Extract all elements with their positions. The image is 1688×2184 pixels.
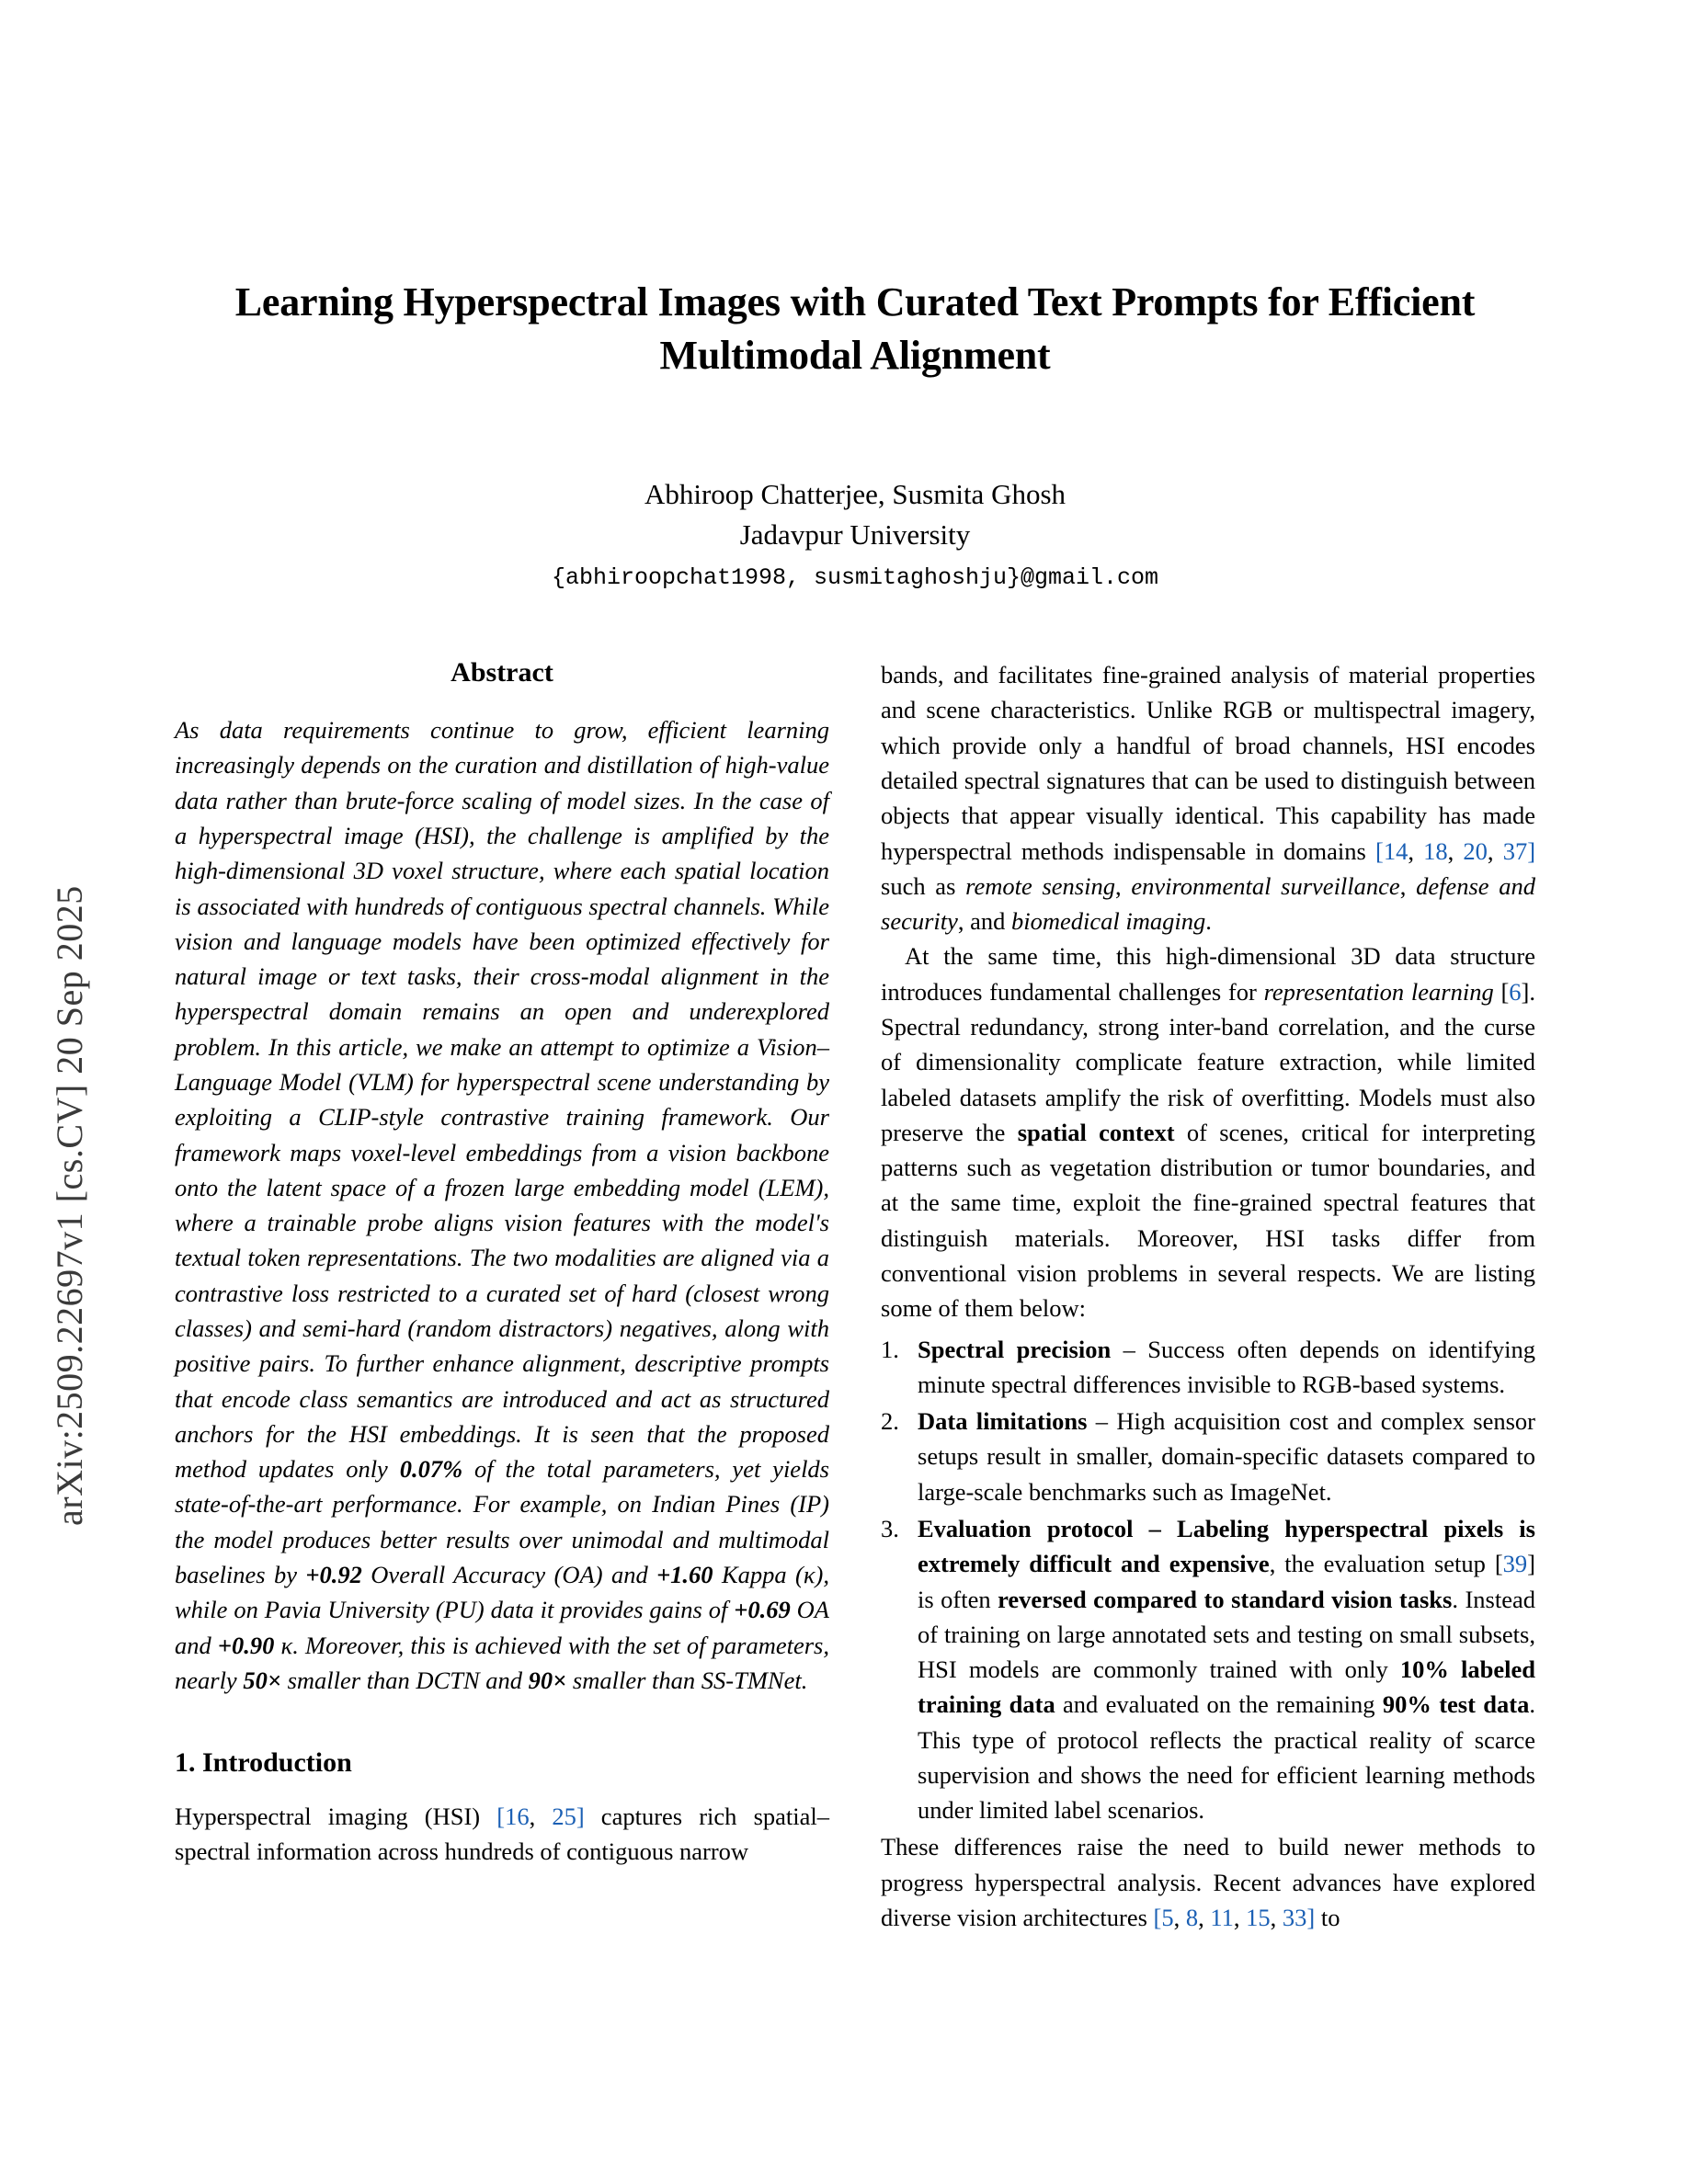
abstract-run-10: κ. Moreover, this is achieved with the set of parameters, nearly bbox=[175, 1631, 829, 1694]
abstract-run-4: Overall Accuracy (OA) and bbox=[361, 1560, 657, 1588]
citation-6-wrap: [6] bbox=[1500, 977, 1530, 1006]
author-list: Abhiroop Chatterjee, Susmita Ghosh bbox=[644, 478, 1066, 511]
abstract-heading: Abstract bbox=[451, 657, 553, 688]
citation-11[interactable]: 11 bbox=[1210, 1904, 1234, 1932]
abstract-run-9: +0.90 bbox=[217, 1631, 275, 1659]
rp1-em-remote-sensing: remote sensing bbox=[965, 871, 1115, 900]
abstract-run-6: Kappa (κ), while on Pavia University (PU) data it provides gains of bbox=[175, 1560, 830, 1624]
citation-8[interactable]: 8 bbox=[1185, 1904, 1199, 1932]
abstract-run-11: 50× bbox=[243, 1666, 281, 1694]
affiliation: Jadavpur University bbox=[739, 518, 971, 552]
intro-text-pre: Hyperspectral imaging (HSI) bbox=[175, 1803, 497, 1831]
right-paragraph-3 bbox=[881, 1829, 1535, 1935]
right-paragraph-1 bbox=[881, 657, 1535, 938]
intro-text-post: captures rich spatial–spectral information across hundreds of contiguous narrow bbox=[175, 1803, 829, 1866]
emphasis: 10% labeled training data bbox=[918, 1655, 1535, 1719]
abstract-run-8: OA and bbox=[175, 1596, 829, 1659]
two-column-body bbox=[175, 657, 1535, 1935]
abstract-run-1: 0.07% bbox=[399, 1455, 463, 1484]
list-item-3-text: , the evaluation setup [39] is often reversed compared to standard vision tasks. Instead of training on large annotated sets and testing on small subsets, HSI models are commonly trained with only 10% labeled training data and evaluated on the remaining 90% test data. This type of protocol reflects the practical reality of scarce supervision and shows the need for efficient learning methods under limited label scenarios. bbox=[918, 1550, 1535, 1825]
citation-25[interactable]: 25] bbox=[552, 1803, 585, 1831]
paper-content bbox=[175, 0, 1535, 1935]
rp3-a: These differences raise the need to build newer methods to progress hyperspectral analysis. Recent advances have explored diverse vision architectures bbox=[881, 1833, 1535, 1932]
list-item-1-text: – Success often depends on identifying minute spectral differences invisible to RGB-based systems. bbox=[918, 1335, 1535, 1398]
abstract-run-3: +0.92 bbox=[305, 1560, 362, 1588]
citation-20[interactable]: 20 bbox=[1463, 836, 1488, 865]
abstract-run-2: of the total parameters, yet yields state-of-the-art performance. For example, on Indian Pines (IP) the model produces better results over unimodal and multimodal baselines by bbox=[175, 1455, 829, 1588]
citation-37[interactable]: 37] bbox=[1502, 836, 1536, 865]
citation-39[interactable]: 39 bbox=[1502, 1550, 1528, 1578]
list-item bbox=[881, 1511, 1535, 1828]
citation-6[interactable]: 6 bbox=[1509, 977, 1522, 1006]
citation-separator: , bbox=[529, 1803, 553, 1831]
citation-33[interactable]: 33] bbox=[1282, 1904, 1316, 1932]
citation-group-architectures: [5, 8, 11, 15, 33] bbox=[1153, 1904, 1316, 1932]
introduction-paragraph bbox=[175, 1799, 829, 1870]
citation-16[interactable]: [16 bbox=[496, 1803, 530, 1831]
rp1-em-biomedical-imaging: biomedical imaging bbox=[1011, 907, 1206, 936]
rp1-em-env-surveillance: environmental surveillance bbox=[1131, 871, 1400, 900]
left-column bbox=[175, 657, 829, 1935]
contact-email: {abhiroopchat1998, susmitaghoshju}@gmail.com bbox=[551, 564, 1159, 592]
arxiv-identifier-stamp: arXiv:2509.22697v1 [cs.CV] 20 Sep 2025 bbox=[49, 885, 90, 1526]
citation-18[interactable]: 18 bbox=[1423, 836, 1448, 865]
rp1-sep1: , bbox=[1114, 871, 1132, 900]
citation-5[interactable]: [5 bbox=[1153, 1904, 1174, 1932]
page-title: Learning Hyperspectral Images with Curated Text Prompts for Efficient Multimodal Alignment bbox=[234, 279, 1476, 379]
right-column bbox=[881, 657, 1535, 1935]
rp1-end: . bbox=[1205, 907, 1212, 936]
introduction-heading: 1. Introduction bbox=[175, 1747, 352, 1779]
list-item-1-bold: Spectral precision bbox=[918, 1335, 1112, 1363]
list-item-2-bold: Data limitations bbox=[918, 1407, 1088, 1436]
emphasis: 90% test data bbox=[1382, 1690, 1530, 1719]
rp1-sep3: , and bbox=[957, 907, 1012, 936]
list-item-3-bold: Evaluation protocol – Labeling hyperspectral pixels is extremely difficult and expensive bbox=[918, 1514, 1535, 1578]
list-item-2-text: – High acquisition cost and complex sensor setups result in smaller, domain-specific datasets compared to large-scale benchmarks such as ImageNet. bbox=[918, 1407, 1535, 1506]
list-item bbox=[881, 1404, 1535, 1509]
abstract-run-7: +0.69 bbox=[734, 1596, 791, 1624]
abstract-text bbox=[175, 712, 829, 1698]
abstract-run-13: 90× bbox=[528, 1666, 567, 1694]
emphasis: reversed compared to standard vision tasks bbox=[998, 1585, 1453, 1613]
citation-15[interactable]: 15 bbox=[1246, 1904, 1271, 1932]
list-item bbox=[881, 1332, 1535, 1403]
rp2-d: of scenes, critical for interpreting patterns such as vegetation distribution or tumor boundaries, and at the same time, exploit the fine-grained spectral features that distinguish materials. Moreover, HSI tasks differ from conventional vision problems in several respects. We are listing some of them below: bbox=[881, 1118, 1536, 1323]
abstract-run-12: smaller than DCTN and bbox=[280, 1666, 529, 1694]
rp2-em-representation-learning: representation learning bbox=[1263, 977, 1494, 1006]
abstract-run-14: smaller than SS-TMNet. bbox=[566, 1666, 808, 1694]
rp1-sep2: , bbox=[1399, 871, 1417, 900]
rp2-c: . Spectral redundancy, strong inter-band correlation, and the curse of dimensionality complicate feature extraction, while limited labeled datasets amplify the risk of overfitting. Models must also preserve the bbox=[881, 977, 1535, 1146]
abstract-run-0: As data requirements continue to grow, efficient learning increasingly depends on the curation and distillation of high-value data rather than brute-force scaling of model sizes. In the case of a hyperspectral image (HSI), the challenge is amplified by the high-dimensional 3D voxel structure, where each spatial location is associated with hundreds of contiguous spectral channels. While vision and language models have been optimized effectively for natural image or text tasks, their cross-modal alignment in the hyperspectral domain remains an open and underexplored problem. In this article, we make an attempt to optimize a Vision–Language Model (VLM) for hyperspectral scene understanding by exploiting a CLIP-style contrastive training framework. Our framework maps voxel-level embeddings from a vision backbone onto the latent space of a frozen large embedding model (LEM), where a trainable probe aligns vision features with the model's textual token representations. The two modalities are aligned via a contrastive loss restricted to a curated set of hard (closest wrong classes) and semi-hard (random distractors) negatives, along with positive pairs. To further enhance alignment, descriptive prompts that encode class semantics are introduced and act as structured anchors for the HSI embeddings. It is seen that the proposed method updates only bbox=[175, 716, 829, 1484]
abstract-run-5: +1.60 bbox=[656, 1560, 713, 1588]
citation-14[interactable]: [14 bbox=[1375, 836, 1409, 865]
hsi-differences-list bbox=[881, 1332, 1535, 1828]
rp1-em-defense-security: defense and security bbox=[881, 871, 1536, 936]
rp2-bold-spatial-context: spatial context bbox=[1017, 1118, 1175, 1146]
rp1-mid: such as bbox=[881, 871, 966, 900]
rp2-a: At the same time, this high-dimensional 3D data structure introduces fundamental challenges for bbox=[881, 942, 1535, 1006]
rp1-text: bands, and facilitates fine-grained analysis of material properties and scene characteristics. Unlike RGB or multispectral imagery, which provide only a handful of broad channels, HSI encodes detailed spectral signatures that can be used to distinguish between objects that appear visually identical. This capability has made hyperspectral methods indispensable in domains bbox=[881, 661, 1535, 865]
citation-group-domains: [14, 18, 20, 37] bbox=[1375, 836, 1536, 865]
rp3-b: to bbox=[1315, 1904, 1340, 1932]
right-paragraph-2 bbox=[881, 938, 1535, 1325]
